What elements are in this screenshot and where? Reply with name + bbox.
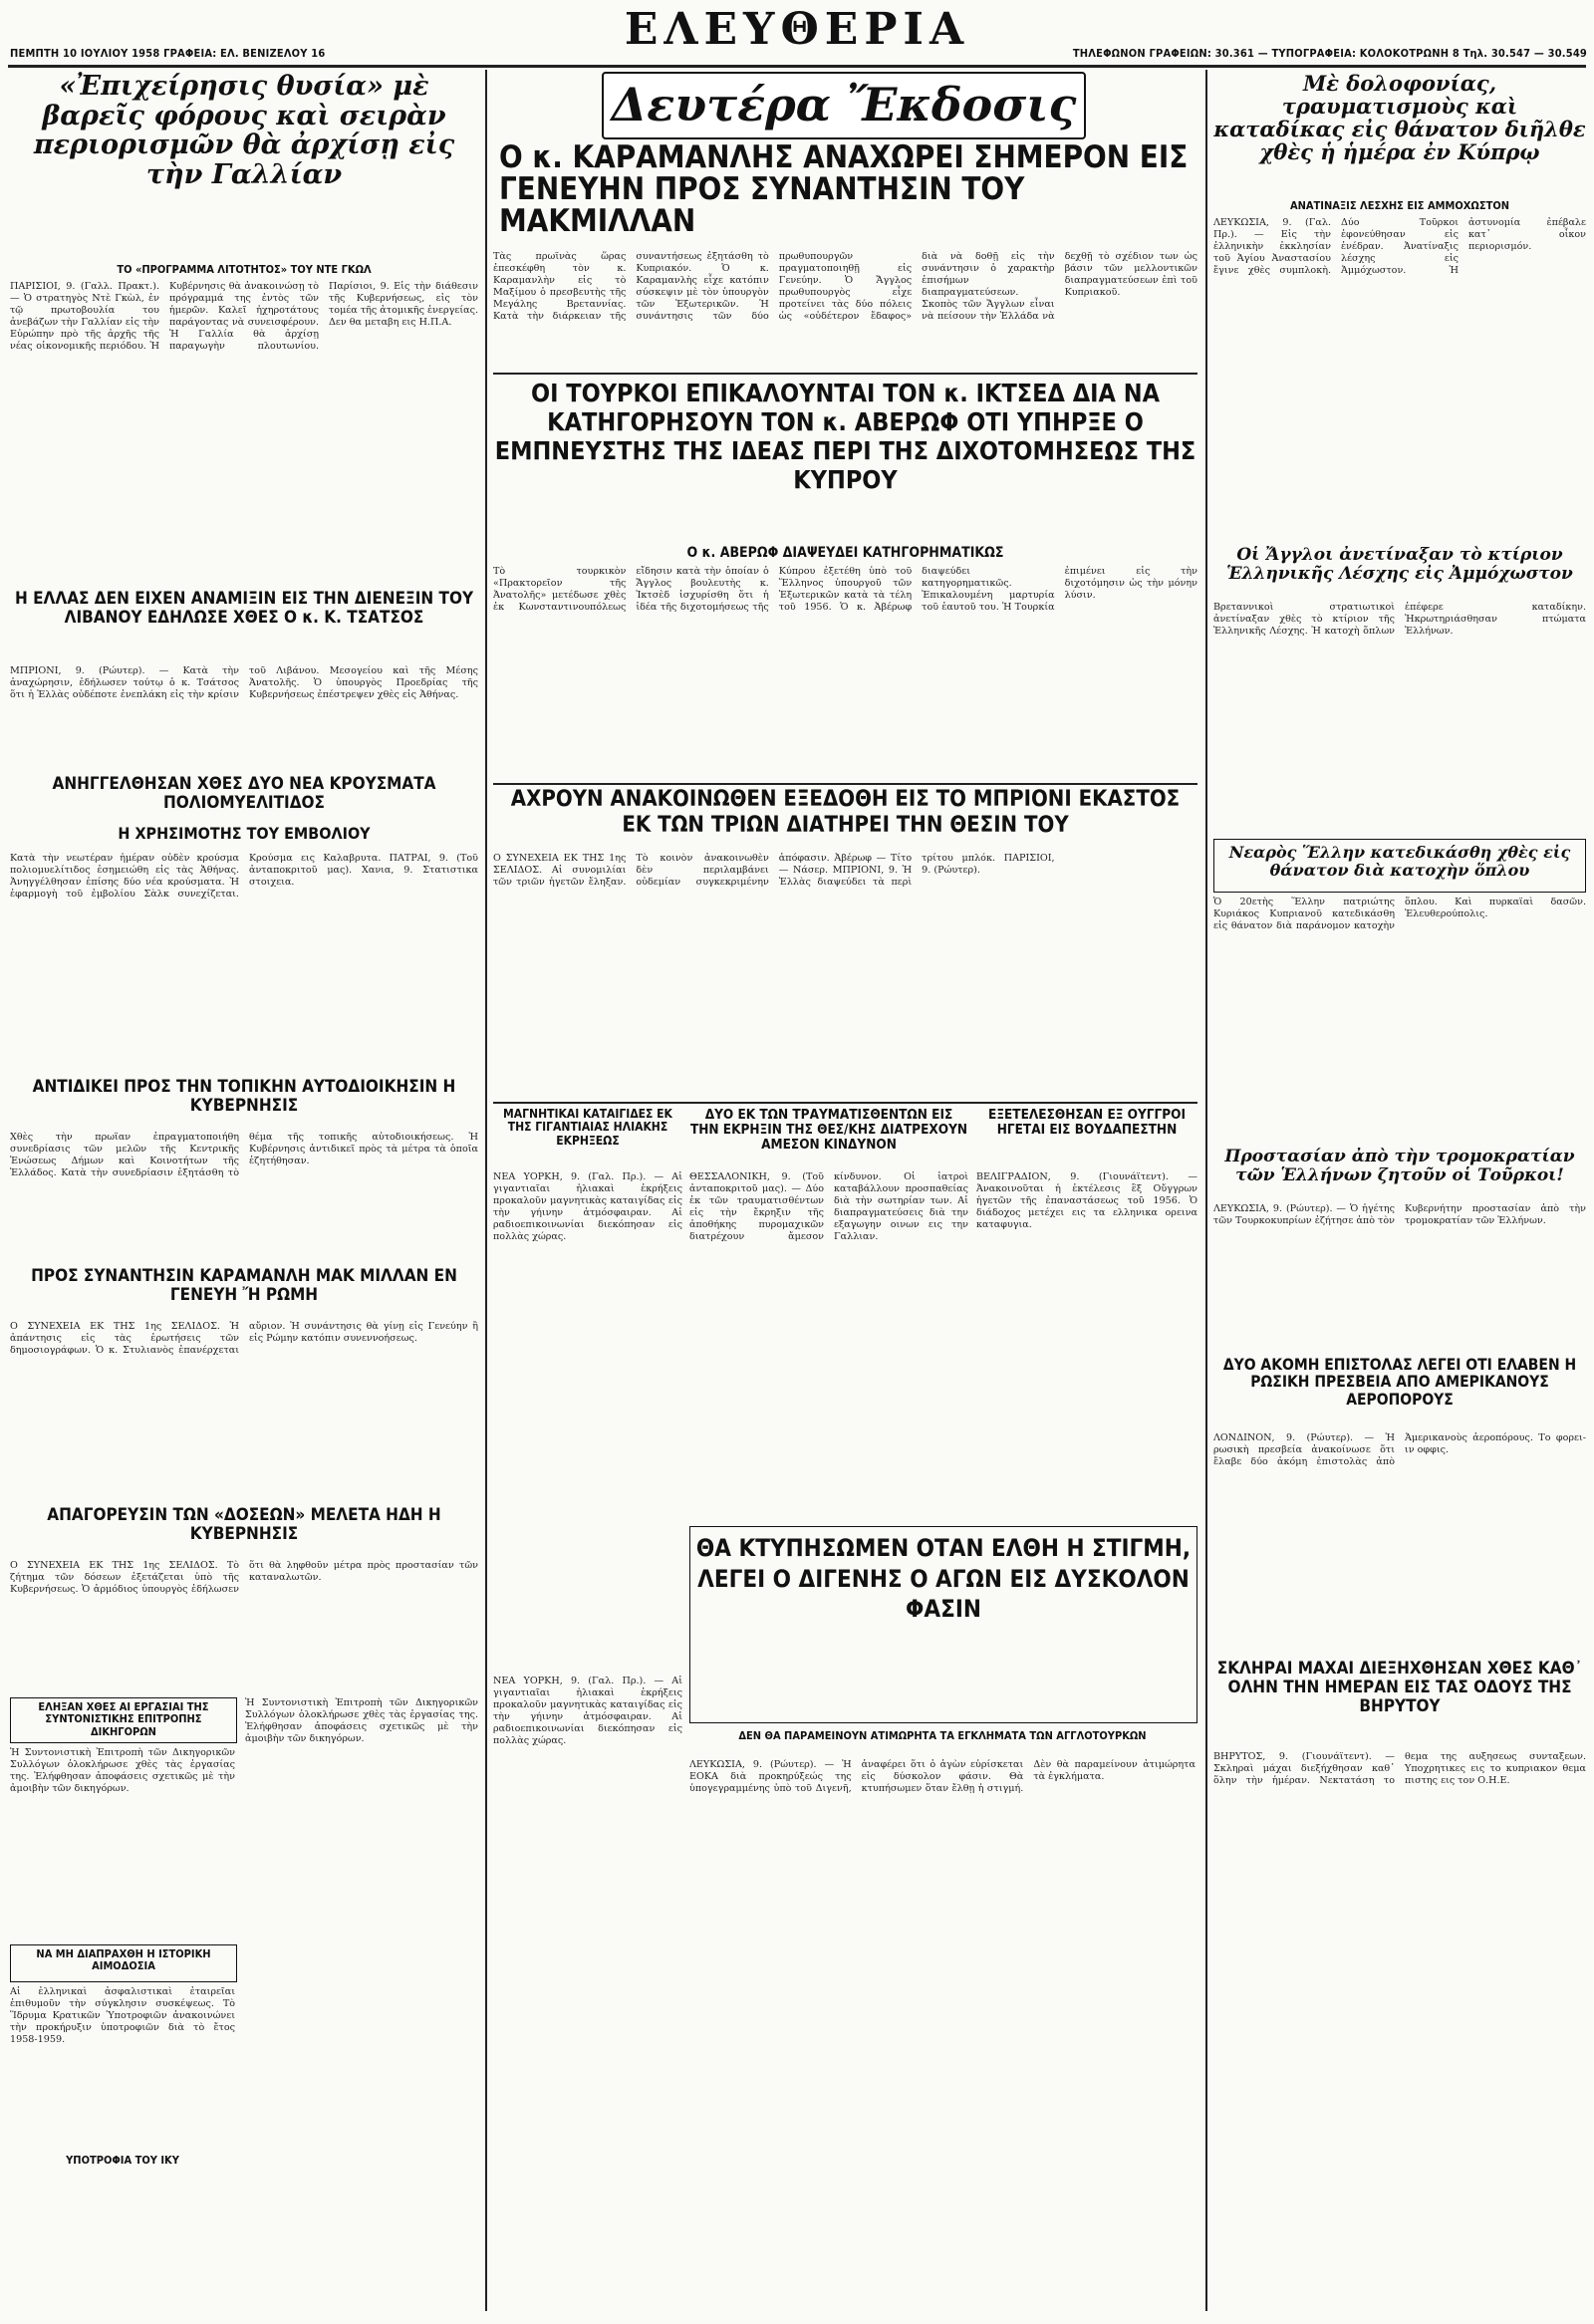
article-body: Ο ΣΥΝΕΧΕΙΑ ΕΚ ΤΗΣ 1ης ΣΕΛΙΔΟΣ. Αἱ συνομιλίαι τῶν τριῶν ἡγετῶν ἔληξαν. Τὸ κοινὸν ἀνακοινωθὲν δὲν περιλαμβάνει οὐδεμίαν συγκεκριμένην ἀπόφασιν. Ἀβέρωφ — Τίτο — Νάσερ. ΜΠΡΙΟΝΙ, 9. Ἡ Ἑλλὰς διαψεύδει τὰ περὶ τρίτου μπλόκ. ΠΑΡΙΣΙΟΙ, 9. (Ρώυτερ). bbox=[493, 853, 1055, 888]
headline: Προστασίαν ἀπὸ τὴν τρομοκρατίαν τῶν Ἑλλήνων ζητοῦν οἱ Τοῦρκοι! bbox=[1224, 1148, 1575, 1185]
article-body: ΘΕΣΣΑΛΟΝΙΚΗ, 9. (Τοῦ ἀνταποκριτοῦ μας). — Δύο ἐκ τῶν τραυματισθέντων εἰς τὴν ἔκρηξιν τῆς ἀποθήκης πυρομαχικῶν διατρέχουν ἄμεσον κίνδυνον. Οἱ ἰατροὶ καταβάλλουν προσπαθείας διὰ τὴν σωτηρίαν των. Αἱ διαπραγματεύσεις διὰ την εξαγωγην οινων εις την Γαλλιαν. bbox=[689, 1171, 968, 1242]
article-body: Τὰς πρωϊνὰς ὥρας ἐπεσκέφθη τὸν κ. Καραμανλὴν εἰς τὸ Μαξίμου ὁ πρεσβευτὴς τῆς Μεγάλης Βρεταννίας. Κατὰ τὴν διάρκειαν τῆς συναντήσεως ἐξητάσθη τὸ Κυπριακόν. Ὁ κ. Καραμανλὴς εἶχε κατόπιν σύσκεψιν μὲ τὸν ὑπουργὸν τῶν Ἐξωτερικῶν. Ἡ συνάντησις τῶν δύο πρωθυπουργῶν πραγματοποιηθῇ εἰς Γενεύην. Ὁ Ἄγγλος πρωθυπουργὸς εἶχε προτείνει τὰς δύο πόλεις ὡς «οὐδέτερον ἔδαφος» διὰ νὰ δοθῇ εἰς τὴν συνάντησιν ὁ χαρακτὴρ ἐπισήμων διαπραγματεύσεων. Σκοπὸς τῶν Ἄγγλων εἶναι νὰ πείσουν τὴν Ἑλλάδα νὰ δεχθῇ τὸ σχέδιον των ὡς βάσιν τῶν μελλοντικῶν διαπραγματεύσεων ἐπὶ τοῦ Κυπριακοῦ. bbox=[493, 251, 1197, 322]
headline: ΟΙ ΤΟΥΡΚΟΙ ΕΠΙΚΑΛΟΥΝΤΑΙ ΤΟΝ κ. ΙΚΤΣΕΔ ΔΙΑ ΝΑ ΚΑΤΗΓΟΡΗΣΟΥΝ ΤΟΝ κ. ΑΒΕΡΩΦ ΟΤΙ ΥΠΗΡΞΕ Ο ΕΜΠΝΕΥΣΤΗΣ ΤΗΣ ΙΔΕΑΣ ΠΕΡΙ ΤΗΣ ΔΙΧΟΤΟΜΗΣΕΩΣ ΤΗΣ ΚΥΠΡΟΥ bbox=[494, 379, 1196, 494]
article-body: ΛΕΥΚΩΣΙΑ, 9. (Ρώυτερ). — Ἡ ΕΟΚΑ διὰ προκηρύξεώς της ὑπογεγραμμένης ὑπὸ τοῦ Διγενῆ, ἀναφέρει ὅτι ὁ ἀγὼν εὑρίσκεται εἰς δύσκολον φάσιν. Θὰ κτυπήσωμεν ὅταν ἔλθῃ ἡ στιγμή. Δὲν θὰ παραμείνουν ἀτιμώρητα τὰ ἐγκλήματα. bbox=[689, 1759, 1196, 1794]
headline: ΣΚΛΗΡΑΙ ΜΑΧΑΙ ΔΙΕΞΗΧΘΗΣΑΝ ΧΘΕΣ ΚΑΘ᾽ ΟΛΗΝ ΤΗΝ ΗΜΕΡΑΝ ΕΙΣ ΤΑΣ ΟΔΟΥΣ ΤΗΣ ΒΗΡΥΤΟΥ bbox=[1216, 1660, 1583, 1717]
article-greece-lebanon bbox=[10, 590, 478, 661]
column-divider bbox=[1205, 70, 1207, 2311]
article-body: Ἡ Συντονιστικὴ Ἐπιτροπὴ τῶν Δικηγορικῶν Συλλόγων ὁλοκλήρωσε χθὲς τὰς ἐργασίας της. Ἐλήφθησαν ἀποφάσεις σχετικῶς μὲ τὴν ἀμοιβὴν τῶν δικηγόρων. bbox=[10, 1747, 235, 1794]
article-karamanlis-geneva bbox=[493, 141, 1197, 245]
headline: ΜΑΓΝΗΤΙΚΑΙ ΚΑΤΑΙΓΙΔΕΣ ΕΚ ΤΗΣ ΓΙΓΑΝΤΙΑΙΑΣ ΗΛΙΑΚΗΣ ΕΚΡΗΞΕΩΣ bbox=[503, 1108, 672, 1148]
article-body: ΛΟΝΔΙΝΟΝ, 9. (Ρώυτερ). — Ἡ ρωσικὴ πρεσβεία ἀνακοίνωσε ὅτι ἔλαβε δύο ἀκόμη ἐπιστολὰς ἀπὸ Ἀμερικανοὺς ἀεροπόρους. Το φορει-ιν οφφις. bbox=[1213, 1432, 1586, 1467]
section-rule bbox=[493, 373, 1197, 375]
article-body: ΛΕΥΚΩΣΙΑ, 9. (Γαλ. Πρ.). — Εἰς τὴν ἑλληνικὴν ἐκκλησίαν τοῦ Ἁγίου Ἀναστασίου ἔγινε χθὲς συμπλοκὴ. Δύο Τοῦρκοι ἐφονεύθησαν εἰς ἐνέδραν. Ἀνατίναξις λέσχης εἰς Ἀμμόχωστον. Ἡ ἀστυνομία ἐπέβαλε κατ᾽ οἶκον περιορισμόν. bbox=[1213, 217, 1586, 276]
subhead: ΔΕΝ ΘΑ ΠΑΡΑΜΕΙΝΟΥΝ ΑΤΙΜΩΡΗΤΑ ΤΑ ΕΓΚΛΗΜΑΤΑ ΤΩΝ ΑΓΓΛΟΤΟΥΡΚΩΝ bbox=[738, 1729, 1147, 1742]
filler-text: Ἡ Συντονιστικὴ Ἐπιτροπὴ τῶν Δικηγορικῶν Συλλόγων ὁλοκλήρωσε χθὲς τὰς ἐργασίας της. Ἐλήφθησαν ἀποφάσεις σχετικῶς μὲ τὴν ἀμοιβὴν τῶν δικηγόρων. bbox=[245, 1697, 478, 1744]
article-hungary bbox=[976, 1108, 1197, 1167]
article-club-destroyed bbox=[1213, 546, 1586, 598]
article-body: ΝΕΑ ΥΟΡΚΗ, 9. (Γαλ. Πρ.). — Αἱ γιγαντιαῖαι ἡλιακαὶ ἐκρήξεις προκαλοῦν μαγνητικὰς καταιγίδας εἰς τὴν γήινην ἀτμόσφαιραν. Αἱ ραδιοεπικοινωνίαι διεκόπησαν εἰς πολλὰς χώρας. bbox=[493, 1171, 682, 1242]
article-body: ΒΗΡΥΤΟΣ, 9. (Γιουνάϊτεντ). — Σκληραὶ μάχαι διεξήχθησαν καθ᾽ ὅλην τὴν ἡμέραν. Νεκτατάση το θεμα της αυξησεως συνταξεων. Υποχρητικες εις το κυπριακον θεμα πιστης εις τον Ο.Η.Ε. bbox=[1213, 1751, 1586, 1786]
article-france bbox=[10, 72, 478, 261]
subhead: ΥΠΟΤΡΟΦΙΑ ΤΟΥ ΙΚΥ bbox=[66, 2154, 179, 2167]
article-body: Τὸ τουρκικὸν «Πρακτορεῖον τῆς Ἀνατολῆς» μετέδωσε χθὲς ἐκ Κωνσταντινουπόλεως εἴδησιν κατὰ τὴν ὁποίαν ὁ Ἄγγλος βουλευτὴς κ. Ἰκτσὲδ ἰσχυρίσθη ὅτι ἡ ἰδέα τῆς διχοτομήσεως τῆς Κύπρου ἐξετέθη ὑπὸ τοῦ Ἕλληνος ὑπουργοῦ τῶν Ἐξωτερικῶν κατὰ τὰ τέλη τοῦ 1956. Ὁ κ. Ἀβέρωφ διαψεύδει κατηγορηματικῶς. Ἐπικαλουμένη μαρτυρία τοῦ ἐαυτοῦ του. Ἡ Τουρκία ἐπιμένει εἰς τὴν διχοτόμησιν ὡς τὴν μόνην λύσιν. bbox=[493, 566, 1197, 613]
subhead: ΑΝΑΤΙΝΑΞΙΣ ΛΕΣΧΗΣ ΕΙΣ ΑΜΜΟΧΩΣΤΟΝ bbox=[1289, 199, 1510, 212]
headline: «Ἐπιχείρησις θυσία» μὲ βαρεῖς φόρους καὶ σειρὰν περιορισμῶν θὰ ἀρχίσῃ εἰς τὴν Γαλλίαν bbox=[33, 72, 455, 191]
article-cyprus-day bbox=[1213, 72, 1586, 193]
headline: ΑΠΑΓΟΡΕΥΣΙΝ ΤΩΝ «ΔΟΣΕΩΝ» ΜΕΛΕΤΑ ΗΔΗ Η ΚΥΒΕΡΝΗΣΙΣ bbox=[47, 1506, 441, 1545]
article-body: Βρεταννικοὶ στρατιωτικοὶ ἀνετίναξαν χθὲς τὸ κτίριον τῆς Ἑλληνικῆς Λέσχης. Ἡ κατοχὴ ὅπλων ἐπέφερε καταδίκην. Ἠκρωτηριάσθησαν πτώματα Ἑλλήνων. bbox=[1213, 602, 1586, 637]
article-thessaloniki-explosion bbox=[689, 1108, 968, 1167]
headline: Μὲ δολοφονίας, τραυματισμοὺς καὶ καταδίκας εἰς θάνατον διῆλθε χθὲς ἡ ἡμέρα ἐν Κύπρῳ bbox=[1213, 72, 1586, 165]
article-body: Ο ΣΥΝΕΧΕΙΑ ΕΚ ΤΗΣ 1ης ΣΕΛΙΔΟΣ. Ἡ ἀπάντησις εἰς τὰς ἐρωτήσεις τῶν δημοσιογράφων. Ὁ κ. Στυλιανὸς ἐπανέρχεται αὔριον. Ἡ συνάντησις θὰ γίνῃ εἰς Γενεύην ἢ εἰς Ρώμην κατόπιν συνεννοήσεως. bbox=[10, 1321, 478, 1356]
article-lawyers bbox=[10, 1697, 237, 1743]
section-rule bbox=[493, 1102, 1197, 1104]
article-polio bbox=[10, 775, 478, 823]
headline: Οἱ Ἄγγλοι ἀνετίναξαν τὸ κτίριον Ἑλληνικῆς Λέσχης εἰς Ἀμμόχωστον bbox=[1226, 546, 1573, 584]
article-turks-protection bbox=[1213, 1148, 1586, 1199]
article-russian-embassy bbox=[1213, 1357, 1586, 1428]
headline: Ο κ. ΚΑΡΑΜΑΝΛΗΣ ΑΝΑΧΩΡΕΙ ΣΗΜΕΡΟΝ ΕΙΣ ΓΕΝΕΥΗΝ ΠΡΟΣ ΣΥΝΑΝΤΗΣΙΝ ΤΟΥ ΜΑΚΜΙΛΛΑΝ bbox=[499, 141, 1189, 240]
article-digenis bbox=[689, 1526, 1197, 1723]
masthead: ΕΛΕΥΘΕΡΙΑ bbox=[624, 8, 970, 55]
article-body: ΒΕΛΙΓΡΑΔΙΟΝ, 9. (Γιουνάϊτεντ). — Ἀνακοινοῦται ἡ ἐκτέλεσις ἓξ Οὔγγρων ἡγετῶν τῆς ἐπαναστάσεως τοῦ 1956. Ὁ διάδοχος μετέχει εις τα ελληνικα ορεινα καταφυγια. bbox=[976, 1171, 1197, 1230]
column-divider bbox=[485, 70, 487, 2311]
date-line: ΠΕΜΠΤΗ 10 ΙΟΥΛΙΟΥ 1958 ΓΡΑΦΕΙΑ: ΕΛ. ΒΕΝΙΖΕΛΟΥ 16 bbox=[10, 47, 326, 60]
article-body: Κατὰ τὴν νεωτέραν ἡμέραν οὐδὲν κρούσμα πολιομυελίτιδος ἐσημειώθη εἰς τὰς Ἀθήνας. Ἀνηγγέλθησαν ἐπίσης δύο νέα κρούσματα. Ἡ ἐφαρμογὴ τοῦ ἐμβολίου Σὰλκ συνεχίζεται. Κρούσμα εις Καλαβρυτα. ΠΑΤΡΑΙ, 9. (Τοῦ ἀνταποκριτοῦ μας). Χανια, 9. Στατιστικα στοιχεια. bbox=[10, 853, 478, 900]
headline: ΘΑ ΚΤΥΠΗΣΩΜΕΝ ΟΤΑΝ ΕΛΘΗ Η ΣΤΙΓΜΗ, ΛΕΓΕΙ Ο ΔΙΓΕΝΗΣ Ο ΑΓΩΝ ΕΙΣ ΔΥΣΚΟΛΟΝ ΦΑΣΙΝ bbox=[695, 1534, 1192, 1624]
article-local-government bbox=[10, 1078, 478, 1128]
article-brioni bbox=[493, 787, 1197, 847]
phones-line: ΤΗΛΕΦΩΝΟΝ ΓΡΑΦΕΙΩΝ: 30.361 — ΤΥΠΟΓΡΑΦΕΙΑ: ΚΟΛΟΚΟΤΡΩΝΗ 8 Τηλ. 30.547 — 30.549 bbox=[1072, 47, 1587, 60]
headline: ΔΥΟ ΕΚ ΤΩΝ ΤΡΑΥΜΑΤΙΣΘΕΝΤΩΝ ΕΙΣ ΤΗΝ ΕΚΡΗΞΙΝ ΤΗΣ ΘΕΣ/ΚΗΣ ΔΙΑΤΡΕΧΟΥΝ ΑΜΕΣΟΝ ΚΙΝΔΥΝΟΝ bbox=[689, 1108, 968, 1154]
headline: ΑΧΡΟΥΝ ΑΝΑΚΟΙΝΩΘΕΝ ΕΞΕΔΟΘΗ ΕΙΣ ΤΟ ΜΠΡΙΟΝΙ ΕΚΑΣΤΟΣ ΕΚ ΤΩΝ ΤΡΙΩΝ ΔΙΑΤΗΡΕΙ ΤΗΝ ΘΕΣΙΝ ΤΟΥ bbox=[510, 787, 1181, 838]
headline: ΕΛΗΞΑΝ ΧΘΕΣ ΑΙ ΕΡΓΑΣΙΑΙ ΤΗΣ ΣΥΝΤΟΝΙΣΤΙΚΗΣ ΕΠΙΤΡΟΠΗΣ ΔΙΚΗΓΟΡΩΝ bbox=[38, 1700, 209, 1738]
headline: ΑΝΤΙΔΙΚΕΙ ΠΡΟΣ ΤΗΝ ΤΟΠΙΚΗΝ ΑΥΤΟΔΙΟΙΚΗΣΙΝ Η ΚΥΒΕΡΝΗΣΙΣ bbox=[32, 1078, 456, 1117]
section-rule bbox=[493, 783, 1197, 785]
article-body: ΜΠΡΙΟΝΙ, 9. (Ρώυτερ). — Κατὰ τὴν ἀναχώρησιν, ἐδήλωσεν τούτῳ ὁ κ. Τσάτσος ὅτι ἡ Ἑλλὰς οὐδέποτε ἐνεπλάκη εἰς τὴν κρίσιν τοῦ Λιβάνου. Μεσογείου καὶ τῆς Μέσης Ἀνατολῆς. Ὁ ὑπουργὸς Προεδρίας τῆς Κυβερνήσεως ἐπέστρεψεν χθὲς εἰς Ἀθήνας. bbox=[10, 665, 478, 700]
masthead-rule bbox=[8, 65, 1586, 68]
article-body: Ο ΣΥΝΕΧΕΙΑ ΕΚ ΤΗΣ 1ης ΣΕΛΙΔΟΣ. Τὸ ζήτημα τῶν δόσεων ἐξετάζεται ὑπὸ τῆς Κυβερνήσεως. Ὁ ἀρμόδιος ὑπουργὸς ἐδήλωσεν ὅτι θὰ ληφθοῦν μέτρα πρὸς προστασίαν τῶν καταναλωτῶν. bbox=[10, 1560, 478, 1595]
article-body: Αἱ ἑλληνικαὶ ἀσφαλιστικαὶ ἐταιρεῖαι ἐπιθυμοῦν τὴν σύγκλησιν συσκέψεως. Τὸ Ἵδρυμα Κρατικῶν Ὑποτροφιῶν ἀνακοινώνει τὴν προκήρυξιν ὑποτροφιῶν διὰ τὸ ἔτος 1958-1959. bbox=[10, 1986, 235, 2045]
filler-text: ΝΕΑ ΥΟΡΚΗ, 9. (Γαλ. Πρ.). — Αἱ γιγαντιαῖαι ἡλιακαὶ ἐκρήξεις προκαλοῦν μαγνητικὰς καταιγίδας εἰς τὴν γήινην ἀτμόσφαιραν. Αἱ ραδιοεπικοινωνίαι διεκόπησαν εἰς πολλὰς χώρας. bbox=[493, 1676, 682, 1746]
article-installments-ban bbox=[10, 1506, 478, 1556]
headline: ΔΥΟ ΑΚΟΜΗ ΕΠΙΣΤΟΛΑΣ ΛΕΓΕΙ ΟΤΙ ΕΛΑΒΕΝ Η ΡΩΣΙΚΗ ΠΡΕΣΒΕΙΑ ΑΠΟ ΑΜΕΡΙΚΑΝΟΥΣ ΑΕΡΟΠΟΡΟΥΣ bbox=[1222, 1357, 1577, 1409]
headline: ΠΡΟΣ ΣΥΝΑΝΤΗΣΙΝ ΚΑΡΑΜΑΝΛΗ ΜΑΚ ΜΙΛΛΑΝ ΕΝ ΓΕΝΕΥΗ Ἤ ΡΩΜΗ bbox=[31, 1267, 457, 1306]
article-body: Χθὲς τὴν πρωΐαν ἐπραγματοποιήθη συνεδρίασις τῶν μελῶν τῆς Κεντρικῆς Ἑνώσεως Δήμων καὶ Κοινοτήτων τῆς Ἑλλάδος. Κατὰ τὴν συνεδρίασιν ἐξητάσθη τὸ θέμα τῆς τοπικῆς αὐτοδιοικήσεως. Ἡ Κυβέρνησις ἀντιδικεῖ πρὸς τὰ μέτρα τὰ ὁποῖα ἐζητήθησαν. bbox=[10, 1132, 478, 1178]
article-magnetic-storms bbox=[493, 1108, 682, 1167]
article-karamanlis-macmillan bbox=[10, 1267, 478, 1317]
headline: ΕΞΕΤΕΛΕΣΘΗΣΑΝ ΕΞ ΟΥΓΓΡΟΙ ΗΓΕΤΑΙ ΕΙΣ ΒΟΥΔΑΠΕΣΤΗΝ bbox=[988, 1108, 1186, 1139]
article-body: Ὁ 20ετὴς Ἕλλην πατριώτης Κυριάκος Κυπριανοῦ κατεδικάσθη εἰς θάνατον διὰ παράνομον κατοχὴν ὅπλου. Καὶ πυρκαϊαὶ δασῶν. Ἐλευθερούπολις. bbox=[1213, 897, 1586, 931]
headline: Νεαρὸς Ἕλλην κατεδικάσθη χθὲς εἰς θάνατον διὰ κατοχὴν ὅπλου bbox=[1228, 843, 1571, 880]
article-death-sentence bbox=[1213, 839, 1586, 893]
article-body: ΛΕΥΚΩΣΙΑ, 9. (Ρώυτερ). — Ὁ ἡγέτης τῶν Τουρκοκυπρίων ἐζήτησε ἀπὸ τὸν Κυβερνήτην προστασίαν ἀπὸ τὴν τρομοκρατίαν τῶν Ἑλλήνων. bbox=[1213, 1203, 1586, 1226]
subhead: Ο κ. ΑΒΕΡΩΦ ΔΙΑΨΕΥΔΕΙ ΚΑΤΗΓΟΡΗΜΑΤΙΚΩΣ bbox=[686, 545, 1004, 561]
edition-label: Δευτέρα Ἔκδοσις bbox=[602, 72, 1086, 139]
subhead: ΤΟ «ΠΡΟΓΡΑΜΜΑ ΛΙΤΟΤΗΤΟΣ» ΤΟΥ ΝΤΕ ΓΚΩΛ bbox=[117, 263, 372, 276]
headline: ΝΑ ΜΗ ΔΙΑΠΡΑΧΘΗ Η ΙΣΤΟΡΙΚΗ ΑΙΜΟΔΟΣΙΑ bbox=[36, 1947, 211, 1973]
headline: ΑΝΗΓΓΕΛΘΗΣΑΝ ΧΘΕΣ ΔΥΟ ΝΕΑ ΚΡΟΥΣΜΑΤΑ ΠΟΛΙΟΜΥΕΛΙΤΙΔΟΣ bbox=[52, 775, 436, 814]
article-beirut-fighting bbox=[1213, 1660, 1586, 1747]
article-turks-aveorf bbox=[493, 379, 1197, 540]
headline: Η ΕΛΛΑΣ ΔΕΝ ΕΙΧΕΝ ΑΝΑΜΙΞΙΝ ΕΙΣ ΤΗΝ ΔΙΕΝΕΞΙΝ ΤΟΥ ΛΙΒΑΝΟΥ ΕΔΗΛΩΣΕ ΧΘΕΣ Ο κ. Κ. ΤΣΑΤΣΟΣ bbox=[14, 590, 474, 629]
article-blood-donation bbox=[10, 1944, 237, 1982]
subhead: Η ΧΡΗΣΙΜΟΤΗΣ ΤΟΥ ΕΜΒΟΛΙΟΥ bbox=[118, 825, 371, 843]
article-body: ΠΑΡΙΣΙΟΙ, 9. (Γαλλ. Πρακτ.). — Ὁ στρατηγὸς Ντὲ Γκὼλ, ἐν τῷ πρωτοβουλία του ἀνεβάζων τὴν Γαλλίαν εἰς τὴν Εὐρώπην πρὸ τῆς ἀρχῆς τῆς νέας οἰκονομικῆς περιόδου. Ἡ Κυβέρνησις θὰ ἀνακοινώσῃ τὸ πρόγραμμά της ἐντὸς τῶν ἡμερῶν. Καλεῖ ἠχηροτάτους παράγοντας νὰ συνεισφέρουν. Ἡ Γαλλία θὰ ἀρχίσῃ παραγωγὴν πλουτωνίου. Παρίσιοι, 9. Εἰς τὴν διάθεσιν τῆς Κυβερνήσεως, εἰς τὸν τομέα τῆς ἀτομικῆς ἐνεργείας. Δεν θα μεταβη εις Η.Π.Α. bbox=[10, 281, 478, 352]
